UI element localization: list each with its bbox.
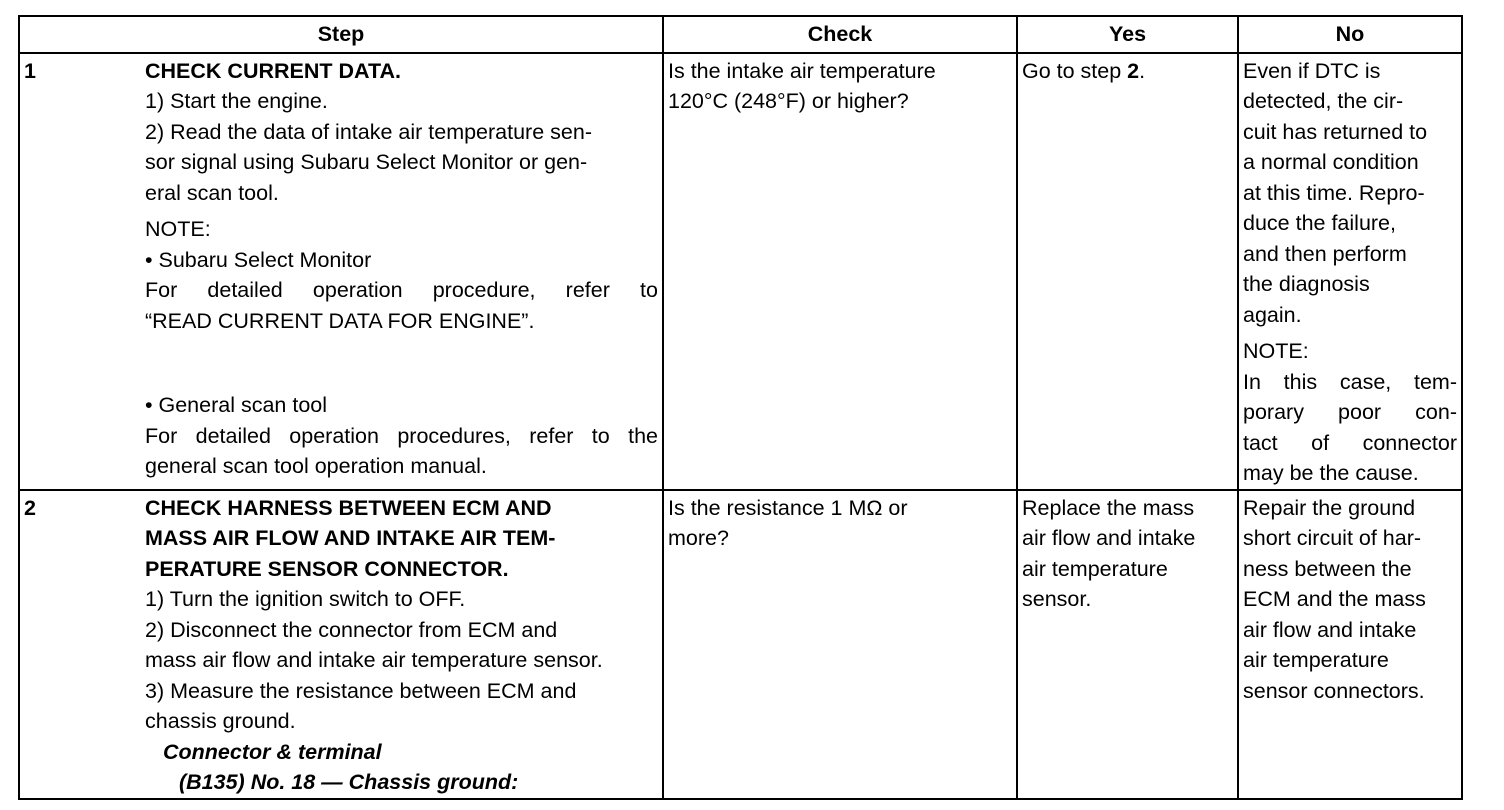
- no-text: a normal condition: [1243, 150, 1419, 174]
- check-cell: [663, 53, 1017, 490]
- no-text: duce the failure,: [1243, 211, 1396, 235]
- step-title: CHECK CURRENT DATA.: [145, 58, 401, 83]
- check-text: Is the resistance 1 MΩ or: [668, 495, 908, 520]
- diagnostic-table: [18, 15, 1463, 800]
- step-instruction: 3) Measure the resistance between ECM and: [145, 678, 577, 703]
- no-text: Repair the ground: [1243, 495, 1416, 520]
- connector-label: Connector & terminal: [163, 739, 382, 764]
- header-check: Check: [663, 16, 1017, 53]
- no-text: sensor connectors.: [1243, 678, 1425, 703]
- step-number: 1: [19, 53, 141, 490]
- bullet-select-monitor: • Subaru Select Monitor: [145, 247, 372, 272]
- check-cell: [663, 490, 1017, 799]
- no-text: at this time. Repro-: [1243, 180, 1425, 205]
- table-row: [19, 490, 1462, 799]
- no-cell: [1238, 490, 1462, 799]
- yes-cell: [1017, 53, 1238, 490]
- step-title: MASS AIR FLOW AND INTAKE AIR TEM-: [145, 526, 556, 550]
- connector-value: (B135) No. 18 — Chassis ground:: [179, 770, 519, 794]
- step-title: PERATURE SENSOR CONNECTOR.: [145, 556, 509, 581]
- step-instruction: 2) Read the data of intake air temperature sen-: [145, 119, 592, 144]
- step-description: [141, 53, 663, 490]
- header-step: Step: [19, 16, 663, 53]
- note-label: NOTE:: [145, 217, 211, 241]
- step-instruction: mass air flow and intake air temperature sensor.: [145, 648, 603, 672]
- no-cell: [1238, 53, 1462, 490]
- no-text: air flow and intake: [1243, 617, 1417, 642]
- step-instruction: chassis ground.: [145, 709, 296, 733]
- no-text: again.: [1243, 302, 1302, 327]
- yes-text: .: [1139, 58, 1146, 83]
- no-note-text: In this case, tem-: [1243, 369, 1457, 394]
- yes-text: air flow and intake: [1022, 526, 1196, 550]
- goto-step-link[interactable]: 2: [1127, 58, 1140, 83]
- no-text: ECM and the mass: [1243, 587, 1426, 611]
- step-instruction: 1) Start the engine.: [145, 89, 328, 113]
- step-instruction: 2) Disconnect the connector from ECM and: [145, 617, 558, 642]
- yes-text: Replace the mass: [1022, 495, 1195, 520]
- header-row: [19, 16, 1462, 53]
- no-text: short circuit of har-: [1243, 526, 1422, 550]
- no-text: ness between the: [1243, 556, 1412, 581]
- yes-text: Go to step: [1022, 58, 1128, 83]
- header-yes: Yes: [1017, 16, 1238, 53]
- step-instruction: eral scan tool.: [145, 180, 279, 205]
- step-instruction: 1) Turn the ignition switch to OFF.: [145, 587, 466, 611]
- no-text: cuit has returned to: [1243, 119, 1428, 144]
- table-row: [19, 53, 1462, 490]
- no-text: and then perform: [1243, 241, 1407, 266]
- bullet-general-scan-tool: • General scan tool: [145, 393, 328, 417]
- check-text: Is the intake air temperature: [668, 58, 936, 83]
- no-text: air temperature: [1243, 648, 1389, 672]
- check-text: 120°C (248°F) or higher?: [668, 89, 909, 113]
- step-title: CHECK HARNESS BETWEEN ECM AND: [145, 495, 552, 520]
- no-text: Even if DTC is: [1243, 58, 1381, 83]
- no-note-text: porary poor con-: [1243, 400, 1457, 424]
- note-text: general scan tool operation manual.: [145, 454, 487, 478]
- step-number: 2: [19, 490, 141, 799]
- step-description: [141, 490, 663, 799]
- step-instruction: sor signal using Subaru Select Monitor or gen-: [145, 150, 588, 174]
- no-text: the diagnosis: [1243, 272, 1370, 296]
- no-note-text: may be the cause.: [1243, 461, 1419, 485]
- no-note-text: tact of connector: [1243, 430, 1457, 455]
- yes-text: air temperature: [1022, 556, 1168, 581]
- no-note-label: NOTE:: [1243, 339, 1309, 363]
- yes-text: sensor.: [1022, 587, 1092, 611]
- no-text: detected, the cir-: [1243, 89, 1404, 113]
- yes-cell: [1017, 490, 1238, 799]
- note-text: For detailed operation procedure, refer to: [145, 278, 658, 302]
- note-text: For detailed operation procedures, refer to the: [145, 423, 658, 448]
- reference-link[interactable]: “READ CURRENT DATA FOR ENGINE”.: [145, 308, 535, 333]
- check-text: more?: [668, 526, 729, 550]
- header-no: No: [1238, 16, 1462, 53]
